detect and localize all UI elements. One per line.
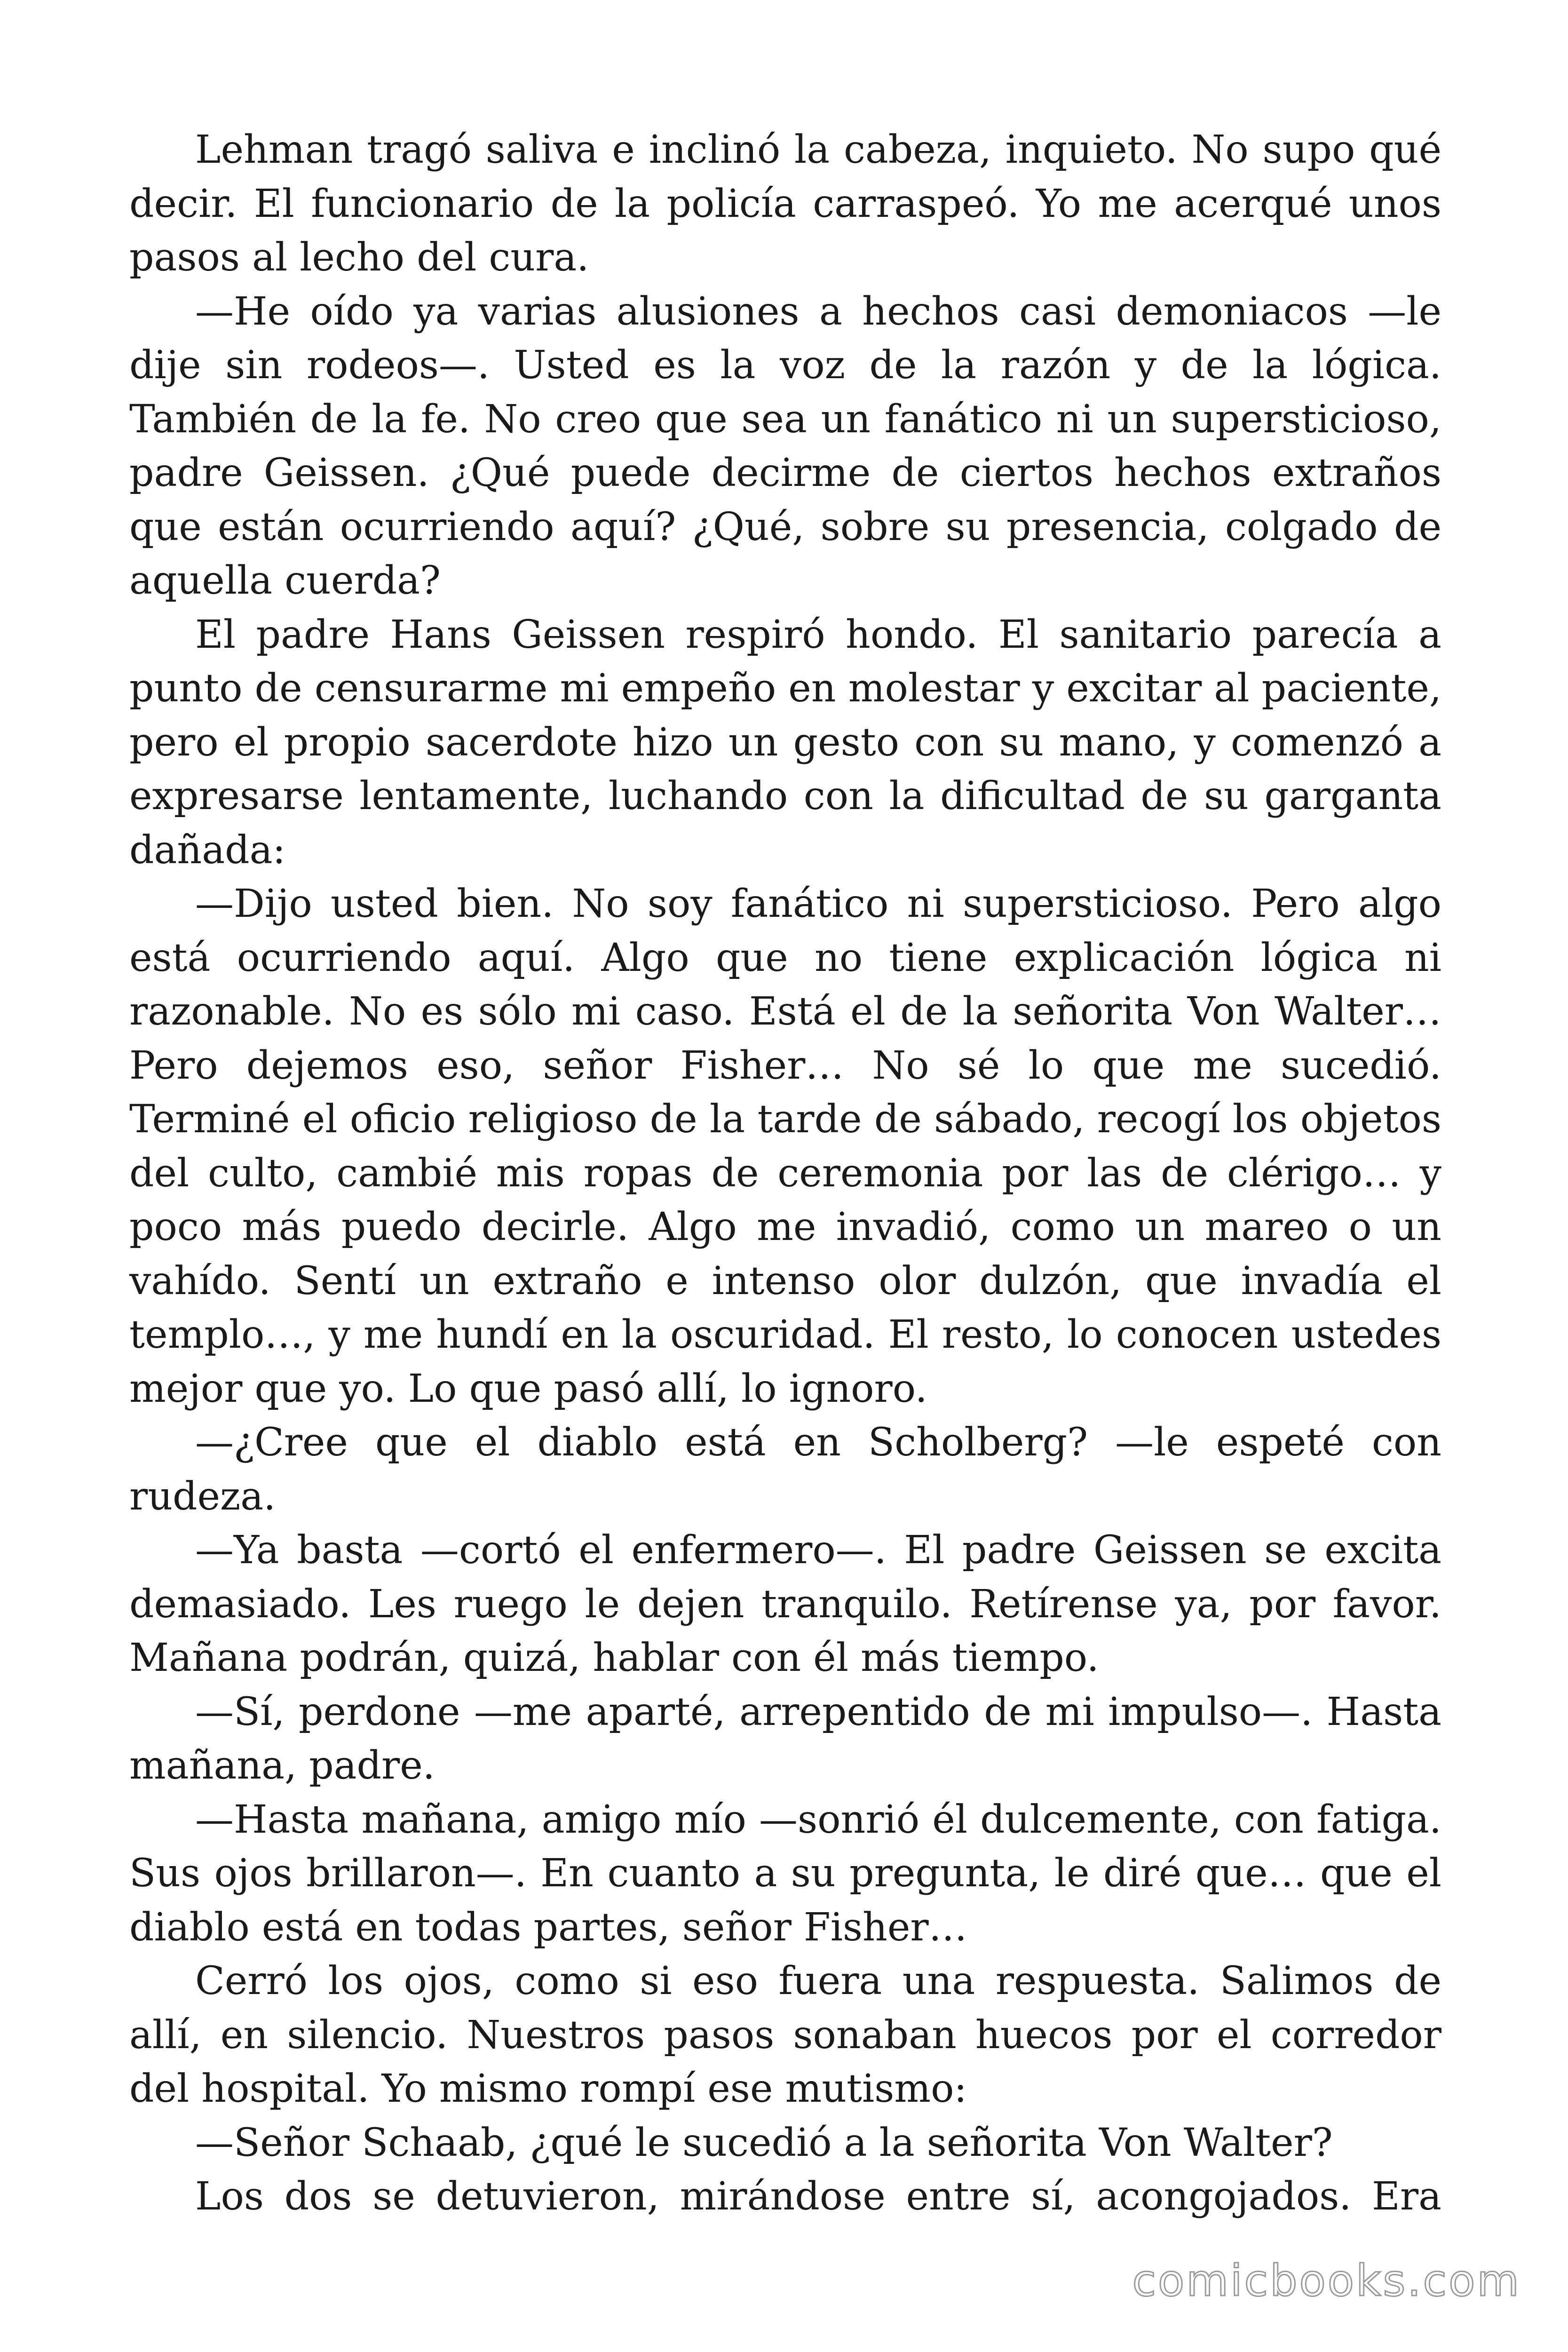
paragraph: —Señor Schaab, ¿qué le sucedió a la señorita Von Walter?: [195, 2120, 1333, 2165]
paragraph: —Dijo usted bien. No soy fanático ni supersticioso. Pero algo está ocurriendo aquí. Algo que no tiene explicación lógica ni razonable. No es sólo mi caso. Está el de la señorita Von Walter… Pero dejemos eso, señor Fisher… No sé lo que me sucedió. Terminé el oficio religioso de la tarde de sábado, recogí los objetos del culto, cambié mis ropas de ceremonia por las de clérigo… y poco más puedo decirle. Algo me invadió, como un mareo o un vahído. Sentí un extraño e intenso olor dulzón, que invadía el templo…, y me hundí en la oscuridad. El resto, lo conocen ustedes mejor que yo. Lo que pasó allí, lo ignoro.: [129, 882, 1441, 1411]
body-text: [129, 123, 1441, 2224]
paragraph: —¿Cree que el diablo está en Scholberg? —le espeté con rudeza.: [129, 1420, 1441, 1519]
paragraph: —He oído ya varias alusiones a hechos casi demoniacos —le dije sin rodeos—. Usted es la voz de la razón y de la lógica. También de la fe. No creo que sea un fanático ni un supersticioso, padre Geissen. ¿Qué puede decirme de ciertos hechos extraños que están ocurriendo aquí? ¿Qué, sobre su presencia, colgado de aquella cuerda?: [129, 289, 1441, 603]
paragraph-continued: Los dos se detuvieron, mirándose entre sí, acongojados. Era: [195, 2174, 1441, 2219]
watermark: comicbooks.com: [1132, 2256, 1521, 2306]
paragraph: —Sí, perdone —me aparté, arrepentido de mi impulso—. Hasta mañana, padre.: [129, 1689, 1441, 1788]
paragraph: Cerró los ojos, como si eso fuera una respuesta. Salimos de allí, en silencio. Nuestros pasos sonaban huecos por el corredor del hospital. Yo mismo rompí ese mutismo:: [129, 1959, 1441, 2111]
paragraph: —Hasta mañana, amigo mío —sonrió él dulcemente, con fatiga. Sus ojos brillaron—. En cuanto a su pregunta, le diré que… que el diablo está en todas partes, señor Fisher…: [129, 1797, 1441, 1950]
paragraph: Lehman tragó saliva e inclinó la cabeza, inquieto. No supo qué decir. El funcionario de la policía carraspeó. Yo me acerqué unos pasos al lecho del cura.: [129, 127, 1441, 280]
paragraph: El padre Hans Geissen respiró hondo. El sanitario parecía a punto de censurarme mi empeño en molestar y excitar al paciente, pero el propio sacerdote hizo un gesto con su mano, y comenzó a expresarse lentamente, luchando con la dificultad de su garganta dañada:: [129, 612, 1441, 873]
paragraph: —Ya basta —cortó el enfermero—. El padre Geissen se excita demasiado. Les ruego le dejen tranquilo. Retírense ya, por favor. Mañana podrán, quizá, hablar con él más tiempo.: [129, 1528, 1441, 1680]
